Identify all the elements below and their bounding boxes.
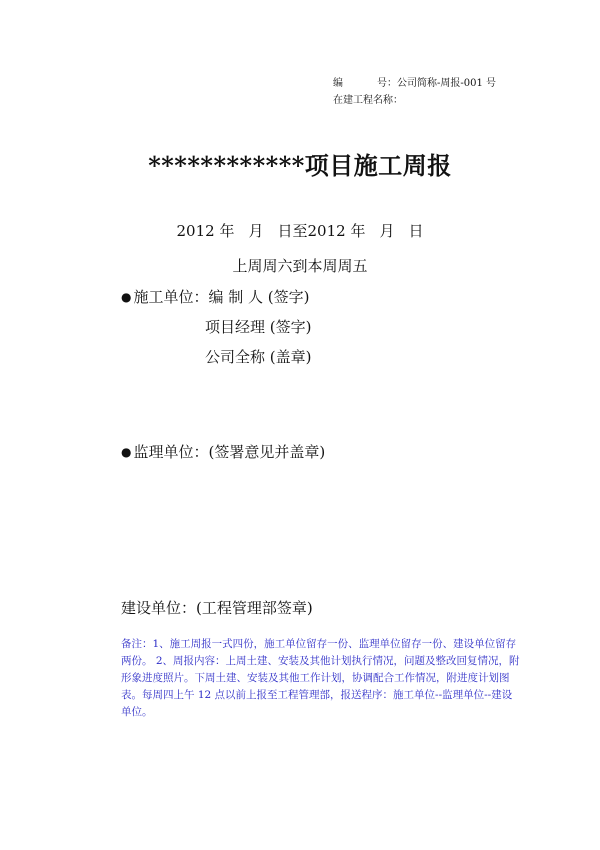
period-description: 上周周六到本周周五	[232, 257, 368, 275]
bullet-icon: ●	[121, 445, 132, 459]
construction-unit-row	[121, 286, 310, 307]
report-number-label: 编	[333, 78, 343, 89]
project-name-line	[333, 91, 403, 106]
end-year: 2012 年	[307, 222, 366, 240]
start-day: 日至	[277, 222, 308, 240]
page-title: ************项目施工周报	[148, 151, 452, 180]
company-seal: 公司全称 (盖章)	[205, 348, 312, 366]
start-year: 2012 年	[176, 222, 235, 240]
owner-unit-row: 建设单位：(工程管理部签章)	[121, 599, 313, 617]
end-day: 日	[408, 222, 424, 240]
project-manager-signature: 项目经理 (签字)	[205, 318, 312, 336]
report-number-value: 公司简称-周报-001 号	[397, 78, 497, 89]
supervision-unit-row	[121, 441, 325, 462]
start-month: 月	[248, 222, 264, 240]
construction-unit-label: 施工单位：	[133, 288, 209, 306]
supervision-unit-text: 监理单位：(签署意见并盖章)	[133, 443, 326, 461]
date-range	[0, 220, 600, 241]
project-name-label: 在建工程名称：	[333, 95, 403, 106]
compiler-signature: 编 制 人 (签字)	[208, 288, 310, 306]
report-number-label-tail: 号：	[377, 78, 397, 89]
report-number-line	[333, 74, 496, 89]
bullet-icon: ●	[121, 290, 132, 304]
end-month: 月	[379, 222, 395, 240]
notes-paragraph: 备注：1、施工周报一式四份，施工单位留存一份、监理单位留存一份、建设单位留存两份。 2、周报内容：上周土建、安装及其他计划执行情况，问题及整改回复情况，附形象进度照片。下周土建、安装及其他工作计划，协调配合工作情况，附进度计划图表。每周四上午 12 点以前上报至工程管理部，报送程序：施工单位--监理单位--建设单位。	[121, 638, 520, 718]
